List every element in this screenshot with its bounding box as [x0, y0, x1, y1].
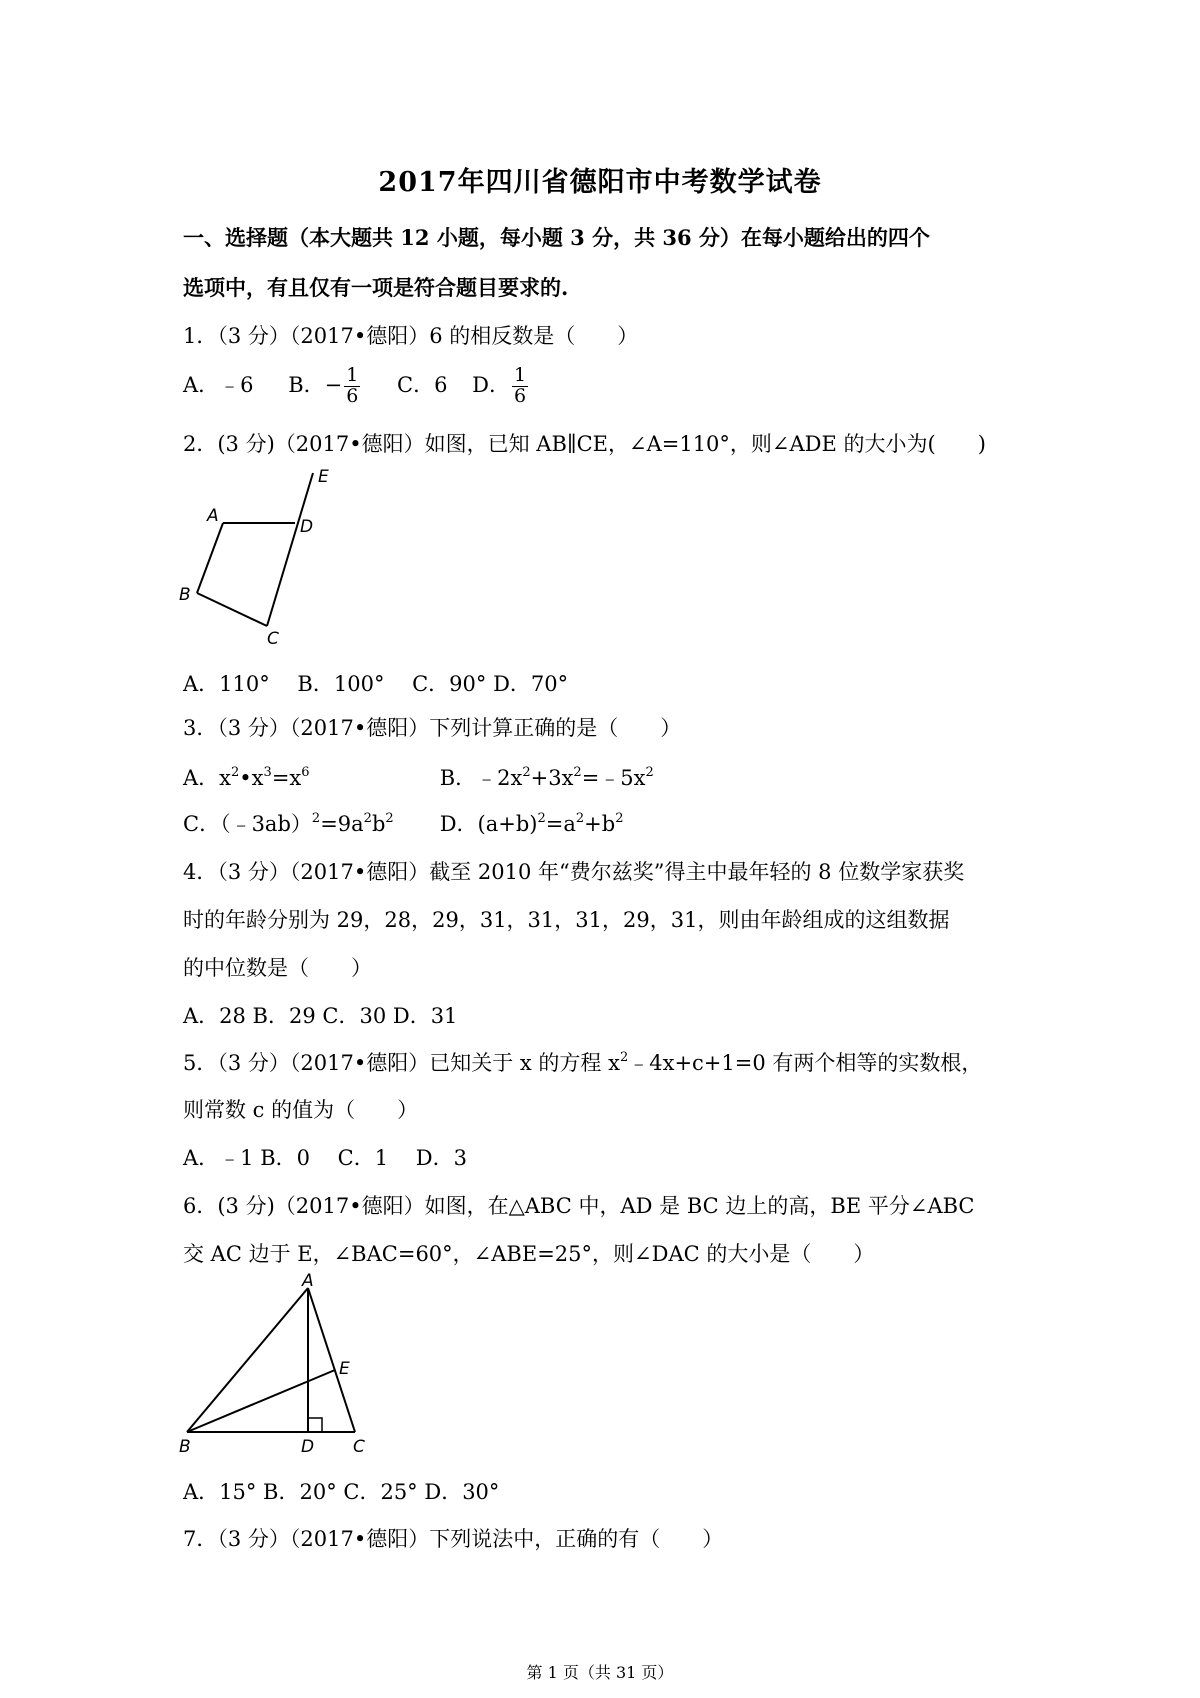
q2-segment-ce — [267, 473, 313, 626]
q6-label-b: B — [179, 1437, 191, 1452]
q1-option-d-fraction — [512, 366, 528, 407]
question-4-line-3: 的中位数是（ ） — [183, 956, 372, 980]
q3-c-part-3: b — [371, 812, 386, 836]
q5-exponent: 2 — [619, 1050, 629, 1065]
question-6-line-2: 交 AC 边于 E，∠BAC=60°，∠ABE=25°，则∠DAC 的大小是（ ） — [183, 1242, 875, 1266]
q3-a-part-1: A．x — [183, 766, 232, 790]
section-heading-line-2: 选项中，有且仅有一项是符合题目要求的. — [183, 275, 569, 300]
question-3-stem: 3．（3 分）（2017•德阳）下列计算正确的是（ ） — [183, 716, 682, 740]
q1-option-b-fraction — [344, 366, 360, 407]
question-4-line-2: 时的年龄分别为 29，28，29，31，31，31，29，31，则由年龄组成的这组数据 — [183, 908, 950, 932]
q1-option-b — [288, 366, 362, 407]
q3-option-b — [440, 762, 654, 792]
q3-b-exp-3: 2 — [645, 765, 654, 780]
q3-a-part-2: •x — [239, 766, 264, 790]
q2-segment-bc — [197, 593, 267, 626]
q2-segment-ab — [197, 523, 223, 593]
q1-option-b-prefix: B．− — [288, 372, 343, 397]
q2-label-b: B — [179, 585, 191, 605]
question-2-stem: 2．(3 分)（2017•德阳）如图，已知 AB∥CE，∠A=110°，则∠ADE 的大小为( ) — [183, 432, 986, 456]
q6-triangle-diagram — [175, 1272, 375, 1452]
q1-option-d-denominator: 6 — [514, 384, 527, 407]
q6-label-c: C — [353, 1437, 365, 1452]
page-title: 2017年四川省德阳市中考数学试卷 — [378, 167, 822, 198]
q6-segment-be — [187, 1370, 335, 1432]
q3-b-part-1: B．﹣2x — [439, 766, 523, 790]
q3-d-part-1: D．(a+b) — [439, 812, 538, 836]
q1-option-a: A．﹣6 — [183, 372, 254, 397]
q3-d-part-2: =a — [545, 812, 576, 836]
question-3-options-row-1 — [183, 762, 654, 792]
q3-a-part-3: =x — [271, 766, 302, 790]
page-footer: 第 1 页（共 31 页） — [526, 1663, 674, 1682]
q2-label-e: E — [318, 468, 329, 487]
q6-label-e: E — [339, 1359, 350, 1379]
q3-option-a — [183, 762, 433, 792]
q6-figure — [175, 1272, 375, 1456]
q5-line-1-post: ﹣4x+c+1=0 有两个相等的实数根， — [628, 1051, 983, 1075]
question-1-options — [183, 366, 530, 407]
question-5-line-1 — [183, 1047, 982, 1077]
q6-right-angle-mark — [308, 1418, 322, 1432]
q3-b-exp-2: 2 — [573, 765, 582, 780]
q1-option-d-prefix: D． — [472, 372, 510, 397]
question-7-stem: 7．（3 分）（2017•德阳）下列说法中，正确的有（ ） — [183, 1527, 724, 1551]
question-4-line-1: 4．（3 分）（2017•德阳）截至 2010 年“费尔兹奖”得主中最年轻的 8 位数学家获奖 — [183, 860, 965, 884]
q3-c-exp-2: 2 — [363, 811, 372, 826]
q3-c-exp-1: 2 — [311, 811, 321, 826]
q6-label-a: A — [302, 1272, 314, 1291]
question-1-stem: 1．（3 分）（2017•德阳）6 的相反数是（ ） — [183, 324, 639, 348]
question-6-options: A．15° B．20° C．25° D．30° — [183, 1480, 500, 1504]
q3-c-part-2: =9a — [320, 812, 364, 836]
q6-segment-ab — [187, 1288, 308, 1432]
q5-line-1-pre: 5．（3 分）（2017•德阳）已知关于 x 的方程 x — [183, 1051, 620, 1075]
q3-d-exp-1: 2 — [537, 811, 546, 826]
q1-option-d — [472, 366, 530, 407]
question-5-line-2: 则常数 c 的值为（ ） — [183, 1098, 419, 1122]
q1-option-c: C．6 — [397, 372, 448, 397]
q2-label-c: C — [267, 629, 279, 648]
q3-d-part-3: +b — [584, 812, 616, 836]
q2-figure — [175, 468, 345, 652]
question-6-line-1: 6．(3 分)（2017•德阳）如图，在△ABC 中，AD 是 BC 边上的高，BE 平分∠ABC — [183, 1194, 975, 1218]
q3-a-exp-3: 6 — [301, 765, 310, 780]
q1-option-b-denominator: 6 — [346, 384, 359, 407]
q3-b-part-3: =﹣5x — [581, 766, 646, 790]
q3-d-exp-2: 2 — [575, 811, 585, 826]
q6-label-d: D — [301, 1437, 315, 1452]
question-2-options: A．110° B．100° C．90° D．70° — [183, 672, 569, 696]
q3-b-part-2: +3x — [530, 766, 574, 790]
q3-c-part-1: C．（﹣3ab） — [183, 812, 312, 836]
q3-c-exp-3: 2 — [385, 811, 394, 826]
q2-quadrilateral-diagram — [175, 468, 345, 648]
q3-option-d — [440, 808, 624, 838]
question-3-options-row-2 — [183, 808, 623, 838]
q2-label-d: D — [300, 517, 314, 537]
q3-option-c — [183, 808, 433, 838]
q1-option-d-numerator: 1 — [514, 364, 527, 386]
q3-a-exp-2: 3 — [263, 765, 272, 780]
q3-d-exp-3: 2 — [615, 811, 624, 826]
q3-a-exp-1: 2 — [231, 765, 240, 780]
q2-label-a: A — [207, 506, 219, 526]
question-5-options: A．﹣1 B．0 C．1 D．3 — [183, 1146, 467, 1170]
section-heading-line-1: 一、选择题（本大题共 12 小题，每小题 3 分，共 36 分）在每小题给出的四个 — [183, 225, 930, 250]
question-4-options: A．28 B．29 C．30 D．31 — [183, 1004, 458, 1028]
q1-option-b-numerator: 1 — [346, 364, 359, 386]
q3-b-exp-1: 2 — [522, 765, 531, 780]
